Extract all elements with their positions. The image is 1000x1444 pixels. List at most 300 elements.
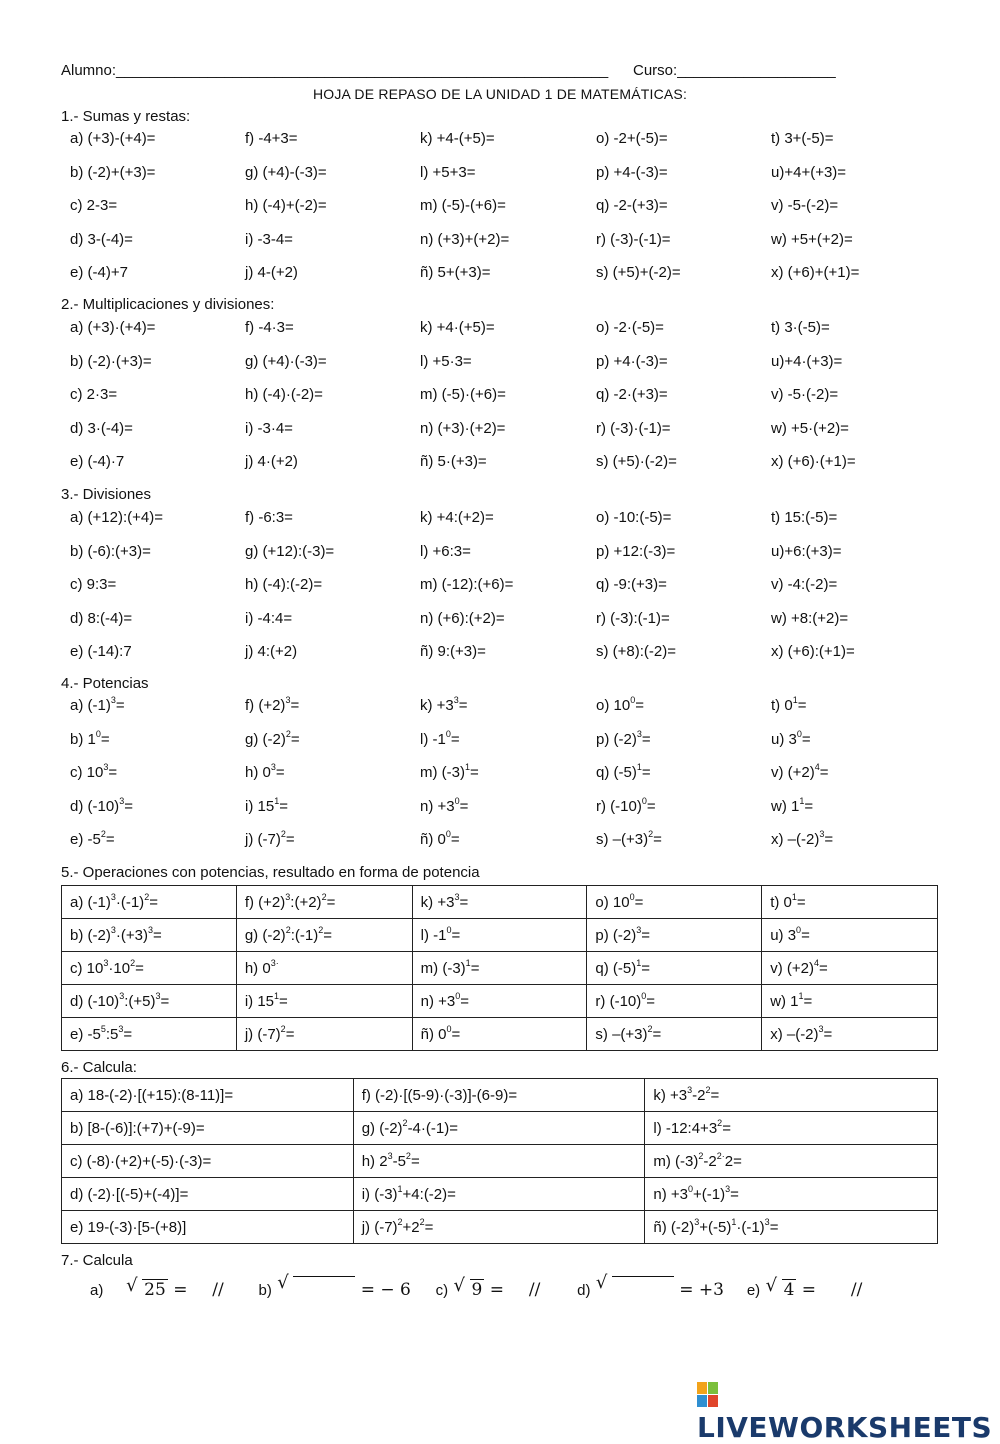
exercise-cell[interactable]: [762, 1018, 938, 1051]
item-e-answer[interactable]: //: [850, 1280, 863, 1300]
exponent: 0: [630, 695, 636, 705]
exponent: 0: [445, 829, 451, 839]
sqrt-b-radicand-input[interactable]: [293, 1276, 355, 1295]
exercise-item[interactable]: [420, 728, 460, 748]
exercise-item[interactable]: s) (+8):(-2)=: [596, 643, 677, 660]
exercise-cell[interactable]: [587, 952, 762, 985]
exponent: 3: [110, 891, 116, 902]
expression-part: m) (-3): [653, 1152, 699, 1170]
page-title: HOJA DE REPASO DE LA UNIDAD 1 DE MATEMÁTICAS:: [312, 86, 688, 102]
exponent: 3: [819, 829, 825, 839]
expression-part: =: [823, 1025, 833, 1043]
expression-part: h) 2: [361, 1152, 388, 1170]
sqrt-d[interactable]: [595, 1272, 674, 1300]
exercise-item[interactable]: l) +5+3=: [420, 163, 476, 181]
exercise-cell[interactable]: [236, 952, 412, 985]
exponent: 0: [641, 990, 647, 1001]
expression-part: o) 10: [595, 893, 630, 911]
expression-part: k) +3: [420, 697, 454, 714]
exercise-item[interactable]: ñ) 9:(+3)=: [420, 643, 486, 660]
exponent: 3: [270, 762, 276, 772]
exercise-item[interactable]: m) (-5)-(+6)=: [420, 197, 506, 214]
exercise-item[interactable]: [771, 697, 806, 714]
expression-part: =: [160, 992, 170, 1010]
exercise-item[interactable]: r) (-3)-(-1)=: [596, 230, 671, 248]
expression-part: =: [641, 730, 651, 748]
expression-part: =: [149, 893, 158, 911]
exponent: 3: [119, 795, 125, 806]
expression-part: a) (-1): [70, 697, 111, 714]
exercise-item[interactable]: v) -5·(-2)=: [771, 386, 839, 403]
exercise-item[interactable]: g) (+12):(-3)=: [245, 542, 335, 560]
exponent: 3: [119, 990, 125, 1001]
expression-part: l) -1: [420, 730, 446, 748]
table-row: [62, 952, 938, 985]
exercise-item[interactable]: m) (-12):(+6)=: [420, 576, 514, 593]
exercise-item[interactable]: p) +4·(-3)=: [596, 352, 668, 370]
expression-part: v) (+2): [771, 764, 815, 781]
sqrt-d-radicand-input[interactable]: [612, 1276, 674, 1295]
exercise-cell[interactable]: [353, 1211, 645, 1244]
exercise-item[interactable]: j) 4:(+2): [245, 643, 298, 660]
exercise-item[interactable]: [596, 697, 644, 714]
exercise-item[interactable]: o) -2+(-5)=: [596, 130, 668, 147]
expression-part: o) 10: [596, 697, 631, 714]
exercise-item[interactable]: q) -9:(+3)=: [596, 576, 667, 593]
expression-part: =: [285, 831, 295, 848]
exponent: 3: [387, 1150, 393, 1161]
sqrt-icon: √: [126, 1275, 138, 1296]
alumno-blank[interactable]: ___________________________________________________________: [116, 62, 609, 79]
expression-part: =: [108, 764, 118, 781]
exercise-item[interactable]: [245, 831, 295, 848]
table-row: [62, 1079, 938, 1112]
expression-part: =: [801, 730, 811, 748]
expression-part: ñ) 0: [420, 831, 446, 848]
exercise-cell[interactable]: [412, 952, 587, 985]
exercise-cell[interactable]: [645, 1145, 938, 1178]
exponent: 0: [796, 728, 802, 739]
exercise-item[interactable]: r) (-3)·(-1)=: [596, 419, 671, 437]
exercise-cell[interactable]: [62, 952, 237, 985]
exercise-item[interactable]: i) -4:4=: [245, 609, 293, 627]
expression-part: =: [646, 992, 656, 1010]
exercise-item[interactable]: x) (+6):(+1)=: [771, 643, 855, 660]
expression-part: e) 19-(-3)·[5-(+8)]: [70, 1218, 187, 1236]
expression-part: =: [152, 926, 162, 944]
exponent: 1: [792, 695, 798, 705]
exponent: 1: [397, 1183, 403, 1194]
exercise-item[interactable]: p) +4-(-3)=: [596, 163, 668, 181]
expression-part: s) –(+3): [596, 831, 649, 848]
exercise-item[interactable]: [420, 831, 460, 848]
exercise-cell[interactable]: [62, 1018, 237, 1051]
item-b-label: b): [258, 1282, 272, 1299]
expression-part: :5: [105, 1025, 119, 1043]
exercise-item[interactable]: i) -3-4=: [245, 230, 293, 248]
exercise-item[interactable]: [596, 764, 651, 781]
expression-part: h) 0: [244, 959, 271, 977]
exponent: 2: [648, 829, 654, 839]
exercise-item[interactable]: [771, 764, 829, 781]
exercise-item[interactable]: f) -4·3=: [245, 319, 294, 336]
exercise-item[interactable]: u)+4+(+3)=: [771, 163, 847, 181]
exercise-item[interactable]: [771, 728, 811, 748]
exercise-item[interactable]: w) +5+(+2)=: [771, 230, 853, 248]
exercise-item[interactable]: e) (-4)+7: [70, 264, 128, 281]
expression-part: g) (-2): [245, 730, 286, 748]
exponent: 3: [103, 957, 109, 968]
exercise-item[interactable]: x) (+6)·(+1)=: [771, 453, 856, 470]
curso-label: Curso:: [633, 62, 678, 79]
exercise-item[interactable]: b) (-6):(+3)=: [70, 542, 151, 560]
expression-part: =: [730, 1185, 739, 1203]
exponent: 1: [274, 990, 280, 1001]
exercise-item[interactable]: [70, 764, 117, 781]
exercise-cell[interactable]: [645, 1211, 938, 1244]
exercise-item[interactable]: d) 8:(-4)=: [70, 609, 133, 627]
exponent: 3: [725, 1183, 731, 1194]
exercise-item[interactable]: s) (+5)·(-2)=: [596, 453, 677, 470]
section-title: 4.- Potencias: [61, 675, 149, 692]
exponent: 2: [698, 1150, 704, 1161]
exercise-item[interactable]: q) -2·(+3)=: [596, 386, 668, 403]
exercise-item[interactable]: [70, 831, 115, 848]
exercise-item[interactable]: h) (-4):(-2)=: [245, 576, 323, 593]
exercise-item[interactable]: n) (+3)+(+2)=: [420, 230, 510, 248]
item-b-equals: = − 6: [360, 1280, 411, 1300]
exercise-item[interactable]: w) +8:(+2)=: [771, 609, 849, 627]
exercise-item[interactable]: a) (+12):(+4)=: [70, 509, 163, 526]
sqrt-c-radicand: 9: [471, 1280, 483, 1300]
exercise-item[interactable]: b) (-2)·(+3)=: [70, 352, 152, 370]
expression-part: =: [290, 730, 300, 748]
expression-part: h) 0: [245, 764, 271, 781]
exercise-item[interactable]: e) (-4)·7: [70, 453, 125, 470]
expression-part: :(+5): [124, 992, 156, 1010]
exponent: 3: [694, 1216, 700, 1227]
exercise-cell[interactable]: [62, 1178, 354, 1211]
exercise-item[interactable]: f) -6:3=: [245, 509, 293, 526]
exponent: 3: [687, 1084, 693, 1095]
exercise-cell[interactable]: [412, 886, 587, 919]
exercise-cell[interactable]: [62, 985, 237, 1018]
exponent: 5: [100, 1023, 106, 1034]
exercise-item[interactable]: [70, 795, 133, 815]
exercise-item[interactable]: [420, 697, 468, 714]
exercise-item[interactable]: [245, 728, 300, 748]
exercise-item[interactable]: r) (-3):(-1)=: [596, 609, 670, 627]
exponent: 2: [647, 1023, 653, 1034]
exercise-item[interactable]: x) (+6)+(+1)=: [771, 264, 860, 281]
expression-part: =: [124, 797, 133, 815]
exercise-item[interactable]: k) +4·(+5)=: [420, 319, 495, 336]
exercise-item[interactable]: [245, 795, 288, 815]
expression-part: i) 15: [245, 797, 275, 815]
exercise-cell[interactable]: [412, 919, 587, 952]
exercise-item[interactable]: [420, 795, 469, 815]
exponent: 2: [717, 1117, 723, 1128]
exercise-cell[interactable]: [62, 886, 237, 919]
exercise-item[interactable]: q) -2-(+3)=: [596, 197, 668, 214]
exercise-cell[interactable]: [412, 1018, 587, 1051]
expression-part: =: [290, 697, 300, 714]
table-row: [62, 1112, 938, 1145]
exercise-item[interactable]: ñ) 5·(+3)=: [420, 453, 487, 470]
exercise-cell[interactable]: [645, 1079, 938, 1112]
exponent: 3: [454, 891, 460, 902]
exercise-item[interactable]: b) (-2)+(+3)=: [70, 163, 156, 181]
expression-part: v) (+2): [770, 959, 814, 977]
exercise-item[interactable]: u)+4·(+3)=: [771, 352, 843, 370]
exponent: 2: [280, 829, 286, 839]
expression-part: w) 1: [770, 992, 799, 1010]
expression-part: =: [135, 959, 144, 977]
exercise-item[interactable]: f) -4+3=: [245, 130, 298, 147]
expression-part: =: [652, 1025, 662, 1043]
expression-part: q) (-5): [595, 959, 637, 977]
item-a-equals: =: [173, 1280, 188, 1300]
item-a-label: a): [90, 1282, 104, 1299]
item-e-label: e): [746, 1282, 761, 1299]
expression-part: ·(-1): [115, 893, 145, 911]
exponent: 2: [144, 891, 150, 902]
expression-part: :(+2): [290, 893, 322, 911]
exercise-item[interactable]: k) +4:(+2)=: [420, 509, 494, 526]
expression-part: j) (-7): [245, 831, 281, 848]
exercise-cell[interactable]: [587, 1018, 762, 1051]
exercise-item[interactable]: u)+6:(+3)=: [771, 542, 842, 560]
exercise-item[interactable]: s) (+5)+(-2)=: [596, 264, 681, 281]
exercise-item[interactable]: n) (+6):(+2)=: [420, 609, 505, 627]
exercise-item[interactable]: o) -10:(-5)=: [596, 509, 672, 526]
expression-part: u) 3: [770, 926, 797, 944]
exercise-item[interactable]: e) (-14):7: [70, 643, 132, 660]
exercise-item[interactable]: [70, 697, 125, 714]
expression-part: e) -5: [70, 831, 101, 848]
exercise-item[interactable]: t) 3·(-5)=: [771, 319, 830, 336]
exercise-item[interactable]: [596, 831, 662, 848]
expression-part: =: [797, 697, 807, 714]
exercise-item[interactable]: d) 3-(-4)=: [70, 230, 133, 248]
exercise-item[interactable]: [70, 728, 110, 748]
expression-part: -5: [392, 1152, 406, 1170]
exercise-cell[interactable]: [645, 1112, 938, 1145]
exponent: 2: [405, 1150, 411, 1161]
exercise-cell[interactable]: [587, 919, 762, 952]
exercise-cell[interactable]: [353, 1112, 645, 1145]
expression-part: i) 15: [244, 992, 275, 1010]
exercise-item[interactable]: v) -4:(-2)=: [771, 576, 838, 593]
expression-part: =: [470, 959, 480, 977]
exponent: 2: [285, 924, 291, 935]
exercise-cell[interactable]: [62, 1079, 354, 1112]
exponent: 4: [814, 762, 820, 772]
exercise-item[interactable]: l) +5·3=: [420, 352, 472, 370]
exercise-item[interactable]: g) (+4)-(-3)=: [245, 163, 327, 181]
table-calcula: [61, 1078, 938, 1244]
exercise-item[interactable]: c) 2·3=: [70, 386, 118, 403]
table-row: [62, 985, 938, 1018]
sqrt-a: [126, 1275, 168, 1300]
exercise-item[interactable]: a) (+3)·(+4)=: [70, 319, 156, 336]
exercise-item[interactable]: c) 2-3=: [70, 197, 118, 214]
expression-part: ·10: [108, 959, 131, 977]
exercise-cell[interactable]: [412, 985, 587, 1018]
exercise-item[interactable]: h) (-4)·(-2)=: [245, 386, 323, 403]
expression-part: =: [634, 893, 644, 911]
exercise-item[interactable]: t) 15:(-5)=: [771, 509, 838, 526]
exercise-cell[interactable]: [62, 1145, 354, 1178]
expression-part: c) 10: [70, 764, 104, 781]
exercise-cell[interactable]: [62, 919, 237, 952]
exercise-cell[interactable]: [236, 919, 412, 952]
exercise-cell[interactable]: [762, 886, 938, 919]
expression-part: x) –(-2): [770, 1025, 819, 1043]
exponent: 2: [285, 728, 291, 739]
exponent: 3: [110, 924, 116, 935]
expression-part: ·(-1): [736, 1218, 765, 1236]
exercise-cell[interactable]: [353, 1145, 645, 1178]
expression-part: l) -12:4+3: [653, 1119, 718, 1137]
expression-part: w) 1: [771, 797, 800, 815]
exercise-item[interactable]: a) (+3)-(+4)=: [70, 130, 156, 147]
exercise-item[interactable]: k) +4-(+5)=: [420, 130, 495, 147]
exponent: 3: [285, 695, 291, 705]
exponent: 0: [687, 1183, 693, 1194]
expression-part: =: [326, 893, 336, 911]
expression-part: u) 3: [771, 730, 797, 748]
sqrt-a-radicand: 25: [144, 1280, 166, 1300]
exercise-item[interactable]: d) 3·(-4)=: [70, 419, 133, 437]
exercise-item[interactable]: [771, 831, 833, 848]
exponent: 1: [465, 762, 471, 772]
exercise-item[interactable]: i) -3·4=: [245, 419, 293, 437]
section-title: 3.- Divisiones: [61, 486, 152, 503]
section-title-raices: 7.- Calcula: [61, 1252, 133, 1269]
item-d-label: d): [577, 1282, 591, 1299]
exercise-cell[interactable]: [353, 1178, 645, 1211]
exponent: 2: [402, 1117, 408, 1128]
exponent: 1: [791, 891, 797, 902]
expression-part: =: [796, 893, 806, 911]
exercise-item[interactable]: j) 4-(+2): [245, 264, 298, 281]
expression-part: +2: [402, 1218, 420, 1236]
table-row: [62, 1145, 938, 1178]
exponent: 1: [799, 795, 805, 806]
exercise-cell[interactable]: [62, 1112, 354, 1145]
exercise-item[interactable]: [245, 764, 285, 781]
expression-part: k) +3: [653, 1086, 688, 1104]
exercise-item[interactable]: m) (-5)·(+6)=: [420, 386, 506, 403]
exercise-item[interactable]: j) 4·(+2): [245, 453, 298, 470]
exercise-item[interactable]: [245, 697, 299, 714]
sqrt-b[interactable]: [277, 1272, 355, 1300]
exercise-item[interactable]: v) -5-(-2)=: [771, 197, 839, 214]
exercise-cell[interactable]: [62, 1211, 354, 1244]
item-a-answer[interactable]: //: [212, 1280, 224, 1300]
exercise-cell[interactable]: [762, 985, 938, 1018]
exercise-cell[interactable]: [762, 919, 938, 952]
expression-part: =: [818, 959, 828, 977]
expression-part: =: [279, 992, 288, 1010]
exercise-item[interactable]: o) -2·(-5)=: [596, 319, 664, 336]
exercise-cell[interactable]: [645, 1178, 938, 1211]
raices-row: [90, 1272, 863, 1300]
exponent: 1: [636, 762, 642, 772]
logo-mark-icon: [697, 1382, 719, 1408]
expression-part: m) (-3): [420, 764, 465, 781]
expression-part: c) 10: [70, 959, 104, 977]
expression-part: p) (-2): [595, 926, 637, 944]
exponent: 2: [705, 1084, 711, 1095]
item-d-equals: = +3: [679, 1280, 724, 1300]
exercise-item[interactable]: [596, 728, 651, 748]
expression-part: =: [641, 959, 651, 977]
expression-part: g) (-2): [244, 926, 286, 944]
expression-part: s) –(+3): [595, 1025, 648, 1043]
exercise-cell[interactable]: [587, 886, 762, 919]
exercise-cell[interactable]: [353, 1079, 645, 1112]
expression-part: =: [285, 1025, 295, 1043]
section-title: 1.- Sumas y restas:: [61, 108, 191, 125]
exercise-item[interactable]: l) +6:3=: [420, 542, 471, 560]
expression-part: =: [451, 926, 461, 944]
exercise-item[interactable]: c) 9:3=: [70, 576, 117, 593]
section-title-operaciones: 5.- Operaciones con potencias, resultado en forma de potencia: [61, 864, 480, 881]
exercise-item[interactable]: g) (+4)·(-3)=: [245, 352, 327, 370]
exercise-item[interactable]: n) (+3)·(+2)=: [420, 419, 506, 437]
exercise-item[interactable]: h) (-4)+(-2)=: [245, 197, 327, 214]
exercise-item[interactable]: w) +5·(+2)=: [771, 419, 849, 437]
expression-part: =: [279, 797, 288, 815]
expression-part: =: [470, 764, 479, 781]
exercise-item[interactable]: ñ) 5+(+3)=: [420, 264, 491, 281]
expression-part: =: [323, 926, 332, 944]
exercise-item[interactable]: [596, 795, 656, 815]
curso-blank[interactable]: ___________________: [677, 62, 836, 79]
item-c-equals: =: [489, 1280, 505, 1300]
exponent: 0: [629, 891, 635, 902]
expression-part: n) +3: [420, 992, 456, 1010]
expression-part: x) –(-2): [771, 831, 820, 848]
exercise-item[interactable]: t) 3+(-5)=: [771, 130, 834, 147]
expression-part: -2: [692, 1086, 706, 1104]
expression-part: =: [424, 1218, 434, 1236]
exercise-cell[interactable]: [236, 985, 412, 1018]
exercise-item[interactable]: [771, 795, 814, 815]
exercise-cell[interactable]: [236, 1018, 412, 1051]
sqrt-c: [453, 1275, 485, 1300]
exponent: 0: [95, 728, 101, 739]
exercise-cell[interactable]: [587, 985, 762, 1018]
exponent: 1: [731, 1216, 737, 1227]
item-c-answer[interactable]: //: [528, 1280, 541, 1300]
expression-part: =: [641, 926, 651, 944]
exercise-cell[interactable]: [236, 886, 412, 919]
expression-part: =: [635, 697, 644, 714]
exponent: 2: [318, 924, 324, 935]
table-row: [62, 886, 938, 919]
expression-part: ñ) 0: [420, 1025, 447, 1043]
exercise-item[interactable]: [420, 764, 479, 781]
expression-part: e) -5: [70, 1025, 101, 1043]
sqrt-e-radicand: 4: [783, 1280, 795, 1300]
exercise-cell[interactable]: [762, 952, 938, 985]
expression-part: r) (-10): [596, 797, 642, 815]
exercise-item[interactable]: p) +12:(-3)=: [596, 542, 676, 560]
expression-part: =: [458, 697, 468, 714]
